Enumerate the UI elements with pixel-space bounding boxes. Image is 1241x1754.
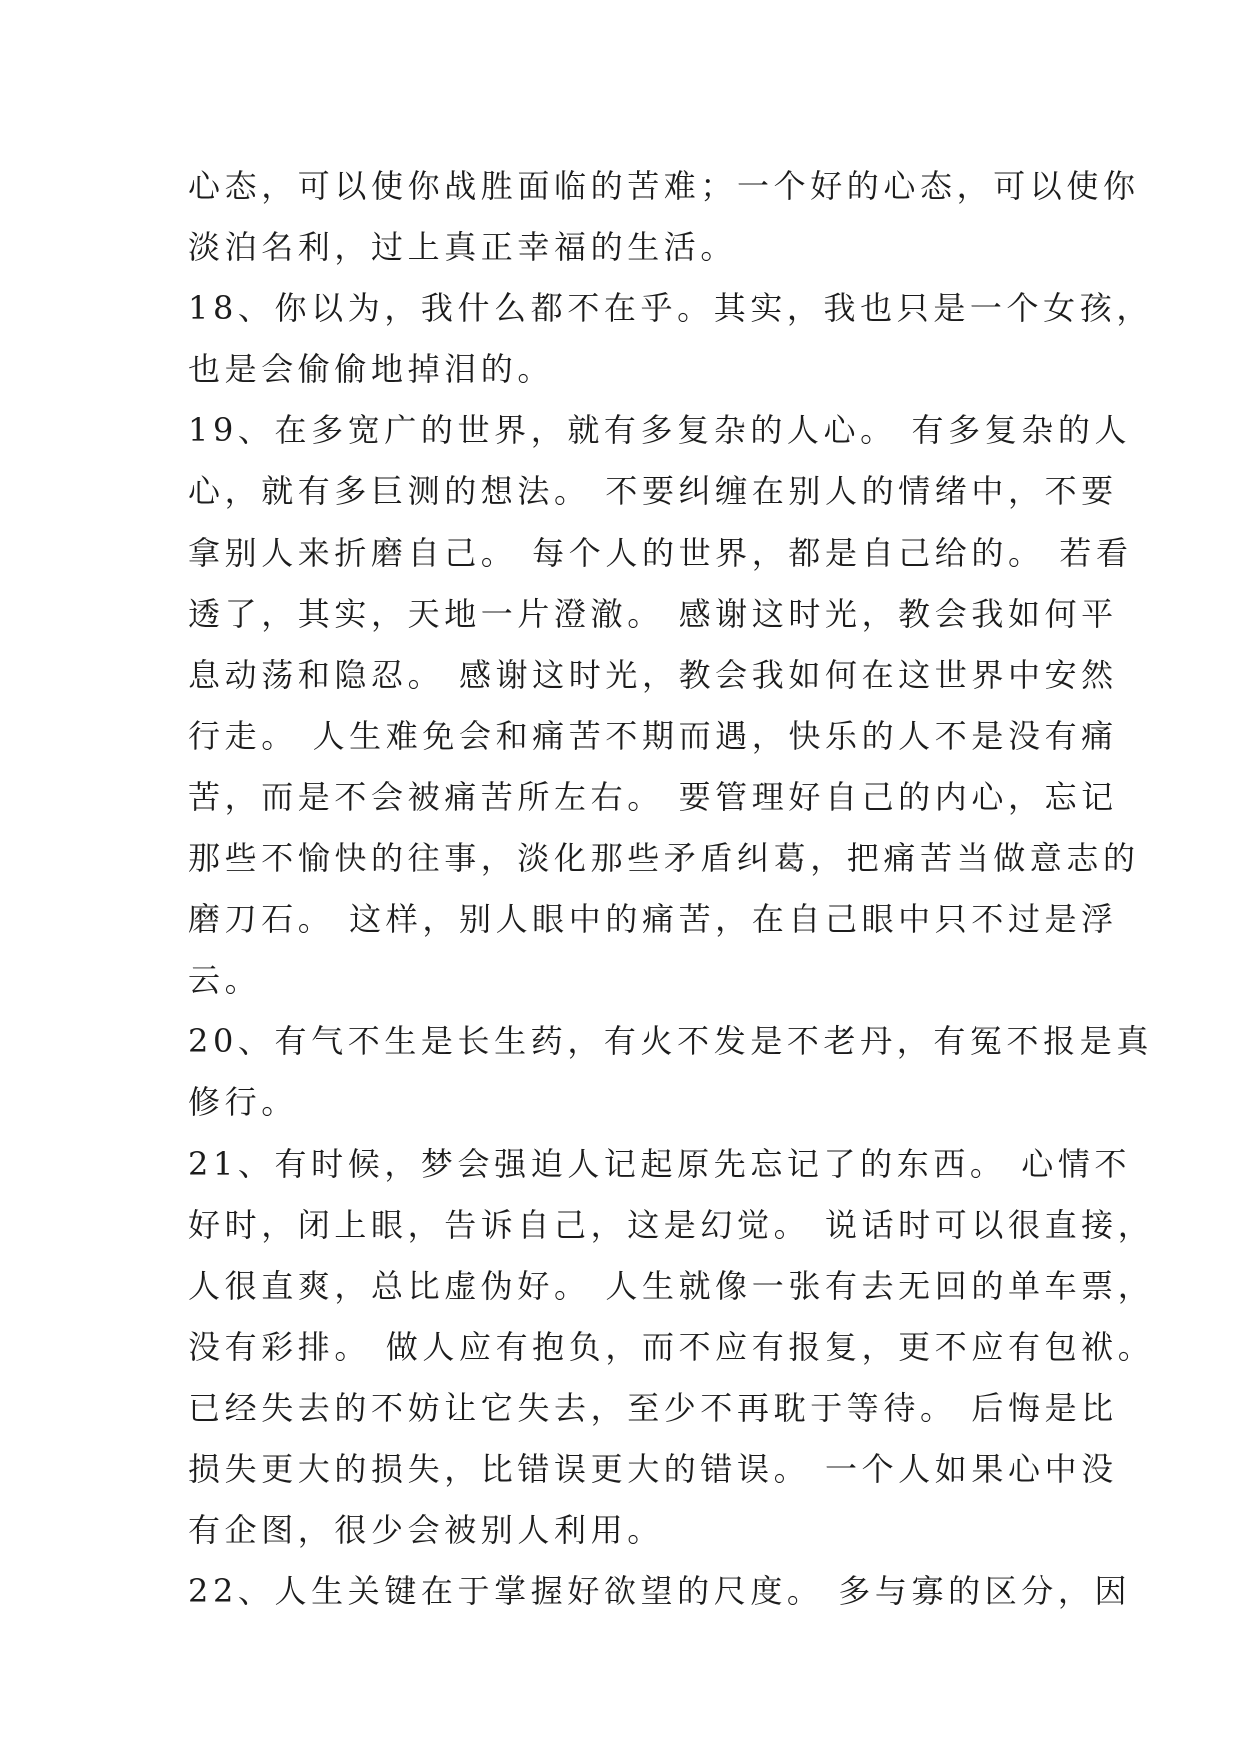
text-line: 好时，闭上眼，告诉自己，这是幻觉。 说话时可以很直接， [188,1205,1155,1244]
text-line: 19、在多宽广的世界，就有多复杂的人心。 有多复杂的人 [188,411,1132,450]
text-line: 心态，可以使你战胜面临的苦难；一个好的心态，可以使你 [188,167,1140,205]
text-line: 修行。 [188,1083,298,1122]
text-line: 拿别人来折磨自己。 每个人的世界，都是自己给的。 若看 [188,533,1133,572]
text-line: 云。 [188,961,262,1000]
text-line: 人很直爽，总比虚伪好。 人生就像一张有去无回的单车票， [188,1266,1155,1305]
text-line: 行走。 人生难免会和痛苦不期而遇，快乐的人不是没有痛 [188,716,1118,755]
text-line: 心，就有多巨测的想法。 不要纠缠在别人的情绪中，不要 [188,472,1118,511]
text-line: 18、你以为，我什么都不在乎。其实，我也只是一个女孩， [188,289,1153,328]
text-line: 已经失去的不妨让它失去，至少不再耽于等待。 后悔是比 [188,1388,1118,1427]
text-line: 没有彩排。 做人应有抱负，而不应有报复，更不应有包袱。 [188,1327,1155,1366]
text-line: 磨刀石。 这样，别人眼中的痛苦，在自己眼中只不过是浮 [188,900,1118,939]
text-line: 也是会偷偷地掉泪的。 [188,350,555,389]
text-line: 有企图，很少会被别人利用。 [188,1511,664,1550]
text-line: 21、有时候，梦会强迫人记起原先忘记了的东西。 心情不 [188,1144,1132,1183]
text-line: 淡泊名利，过上真正幸福的生活。 [188,228,738,267]
text-line: 损失更大的损失，比错误更大的错误。 一个人如果心中没 [188,1449,1118,1488]
text-line: 透了，其实，天地一片澄澈。 感谢这时光，教会我如何平 [188,594,1118,633]
text-line: 息动荡和隐忍。 感谢这时光，教会我如何在这世界中安然 [188,655,1118,694]
body-text [188,156,1155,1622]
text-line: 20、有气不生是长生药，有火不发是不老丹，有冤不报是真 [188,1022,1153,1061]
text-line: 22、人生关键在于掌握好欲望的尺度。 多与寡的区分，因 [188,1572,1132,1611]
text-line: 那些不愉快的往事，淡化那些矛盾纠葛，把痛苦当做意志的 [188,839,1140,878]
text-line: 苦，而是不会被痛苦所左右。 要管理好自己的内心，忘记 [188,777,1118,816]
